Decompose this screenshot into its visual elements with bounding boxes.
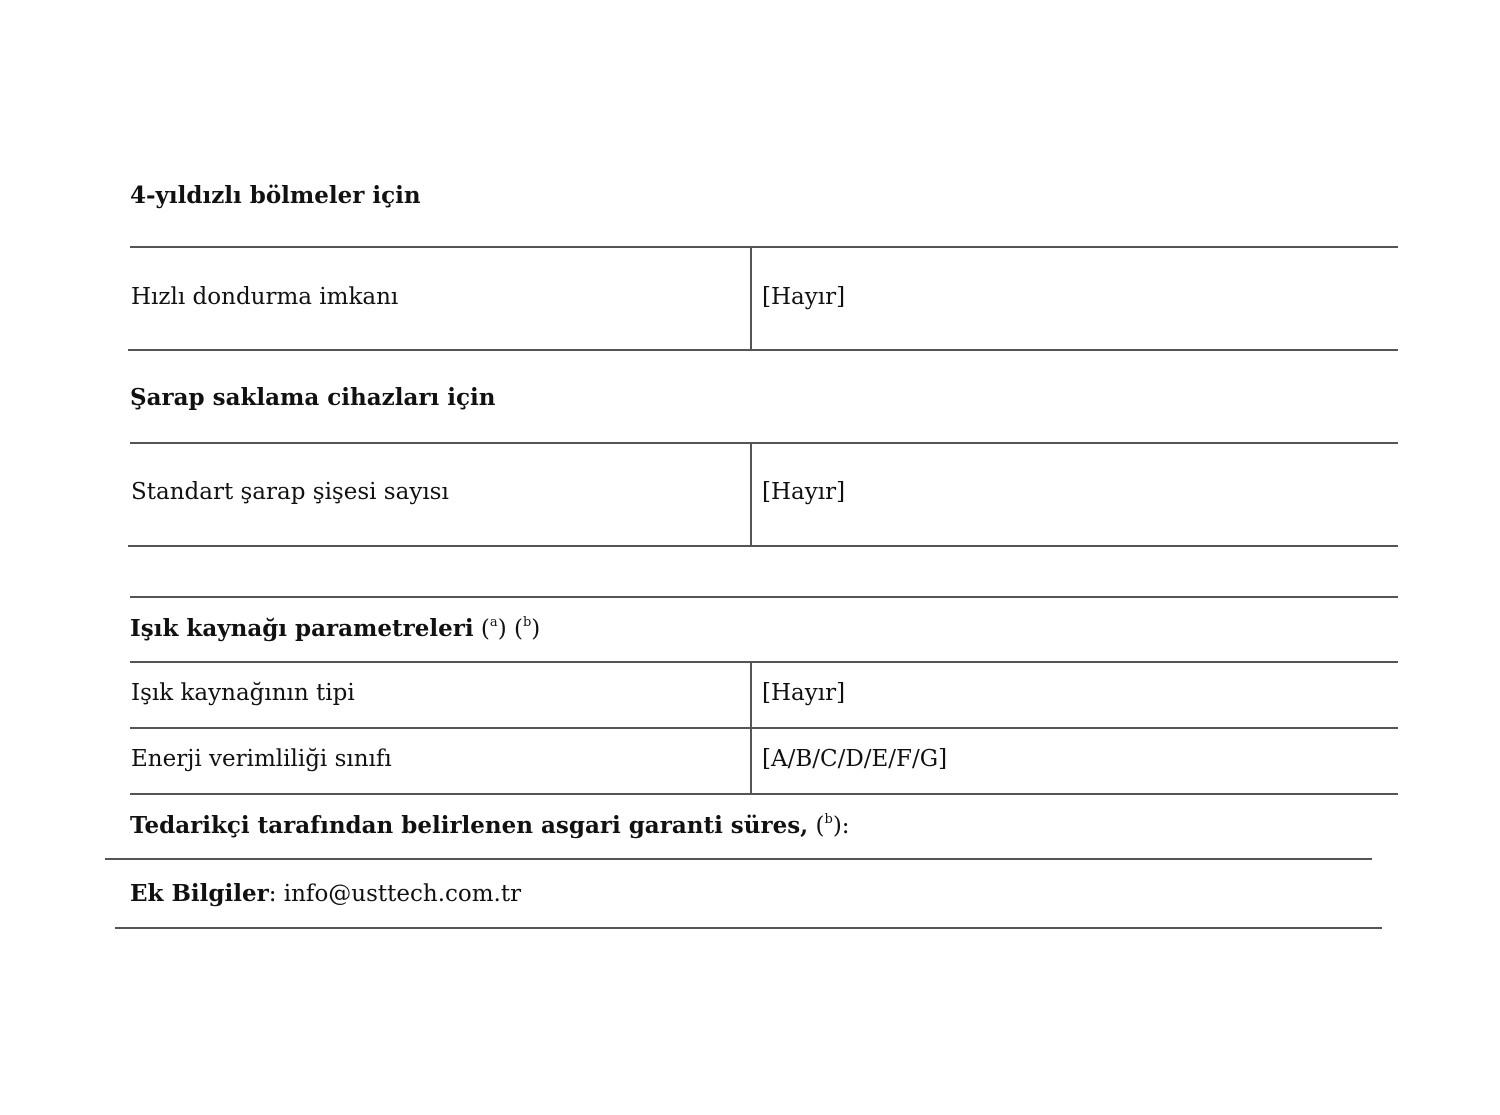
extra-info-label: Ek Bilgiler [130,880,269,907]
row-label-energy-class: Enerji verimliliği sınıfı [131,746,392,772]
section-heading-light-source [130,617,540,641]
table-divider [130,793,1398,795]
extra-info-email[interactable]: info@usttech.com.tr [283,881,522,907]
row-label-wine-bottles: Standart şarap şişesi sayısı [131,479,449,505]
light-source-heading-text: Işık kaynağı parametreleri [130,615,474,642]
table-divider [130,596,1398,598]
note-paren: ( [473,616,490,642]
table-divider [130,442,1398,444]
note-paren: ) [531,616,541,642]
table-divider [128,545,1398,547]
note-paren: ) ( [497,616,523,642]
note-paren: ): [832,813,850,839]
warranty-line [130,814,850,838]
table-divider [130,246,1398,248]
warranty-label: Tedarikçi tarafından belirlenen asgari garanti süres, [130,812,809,839]
extra-info-line [130,882,521,906]
table-divider [105,858,1372,860]
footnote-b: b [522,615,532,630]
section-heading-wine: Şarap saklama cihazları için [130,384,496,411]
section-heading-four-star: 4-yıldızlı bölmeler için [130,182,421,209]
column-divider [750,247,752,350]
row-value-energy-class: [A/B/C/D/E/F/G] [762,746,948,772]
extra-info-separator: : [268,881,284,907]
row-value-light-type: [Hayır] [762,680,846,706]
table-divider [128,349,1398,351]
row-label-fast-freeze: Hızlı dondurma imkanı [131,284,399,310]
table-divider [130,727,1398,729]
column-divider [750,443,752,546]
footnote-b: b [824,812,833,827]
table-divider [130,661,1398,663]
table-divider [115,927,1382,929]
row-value-wine-bottles: [Hayır] [762,479,846,505]
footnote-a: a [489,615,498,630]
row-label-light-type: Işık kaynağının tipi [131,680,355,706]
row-value-fast-freeze: [Hayır] [762,284,846,310]
note-paren: ( [808,813,825,839]
